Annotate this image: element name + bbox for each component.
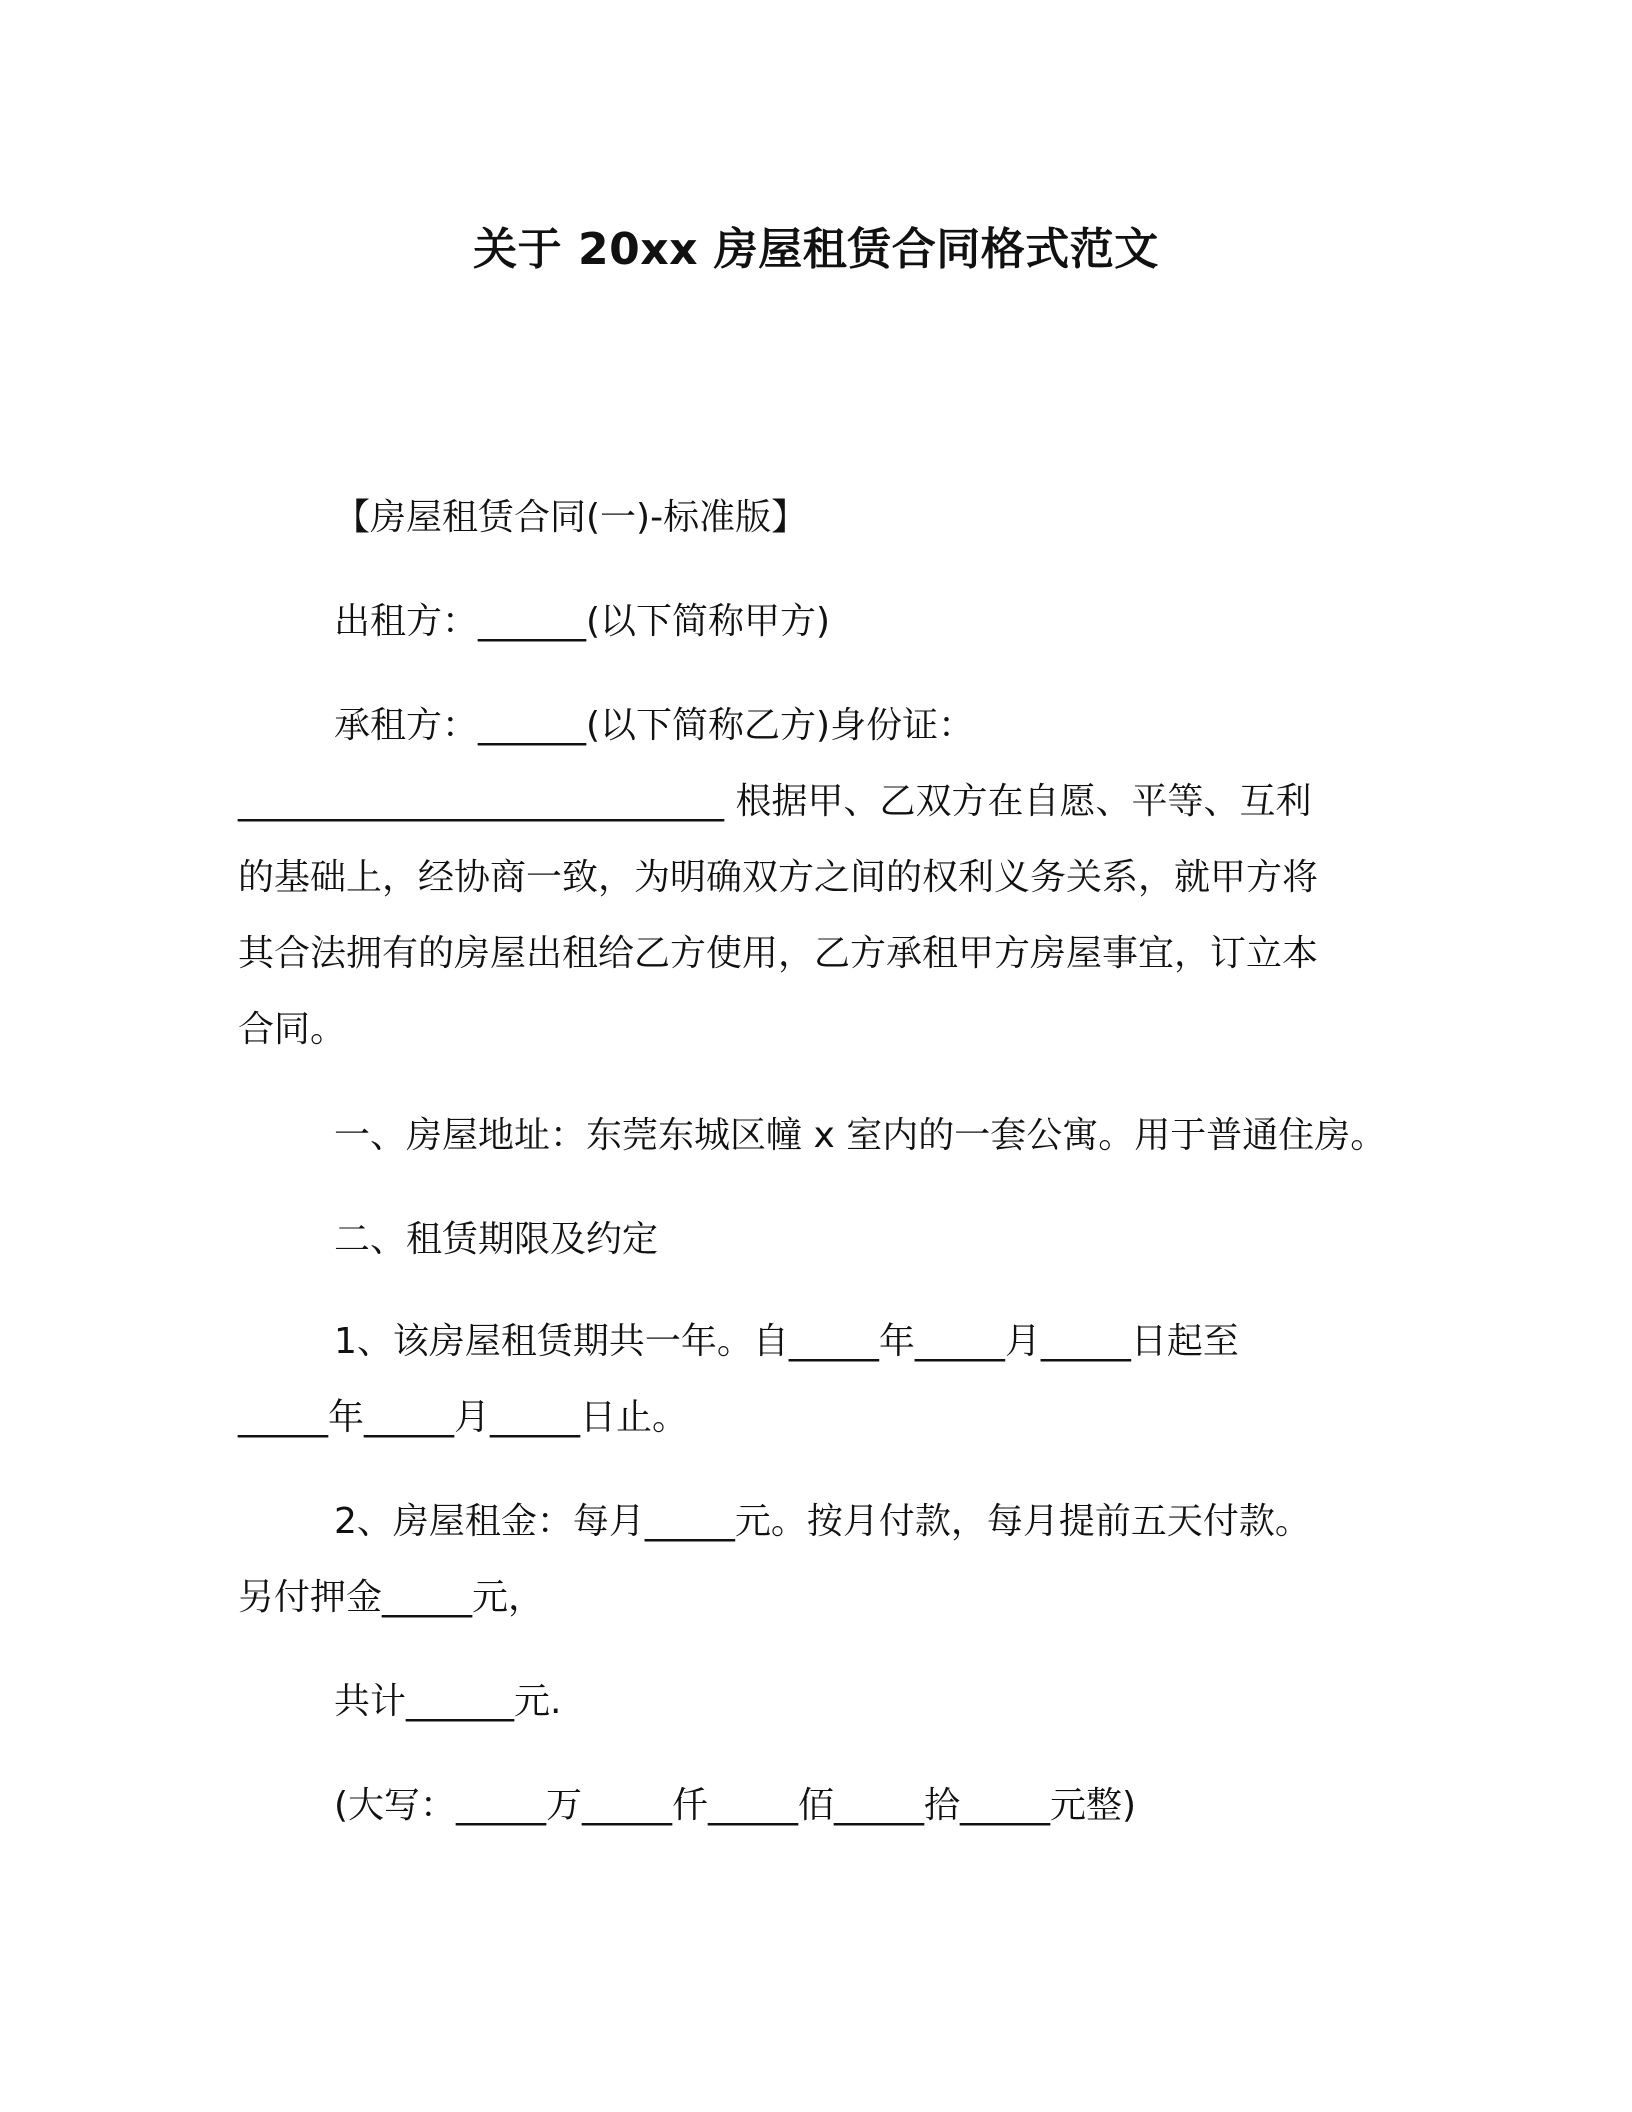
preamble-line: 其合法拥有的房屋出租给乙方使用，乙方承租甲方房屋事宜，订立本 (238, 933, 1319, 974)
document-title: 关于 20xx 房屋租赁合同格式范文 (473, 224, 1159, 275)
capital-amount-line: (大写：_____万_____仟_____佰_____拾_____元整) (334, 1785, 1137, 1826)
clause-2-1-paragraph (238, 1304, 1408, 1456)
clause-1-block (238, 1098, 1408, 1174)
preamble-line: ___________________________ 根据甲、乙双方在自愿、平等、互利 (238, 781, 1312, 822)
total-line: 共计______元. (334, 1681, 562, 1722)
section-heading-block (238, 480, 1408, 556)
lessor-block (238, 584, 1408, 660)
clause-2-1-line: _____年_____月_____日止。 (238, 1397, 689, 1438)
preamble-line: 合同。 (238, 1009, 347, 1050)
preamble-paragraph (238, 764, 1408, 1068)
clause-2-2-line: 2、房屋租金：每月_____元。按月付款，每月提前五天付款。 (334, 1501, 1311, 1542)
lessee-block (238, 688, 1408, 764)
clause-2-2-line: 另付押金_____元， (238, 1577, 545, 1618)
capital-block (238, 1768, 1408, 1844)
lessor-line: 出租方：______(以下简称甲方) (334, 601, 831, 642)
lessee-line: 承租方：______(以下简称乙方)身份证： (334, 705, 975, 746)
total-block (238, 1664, 1408, 1740)
clause-2-2-paragraph (238, 1484, 1408, 1636)
clause-1: 一、房屋地址：东莞东城区幢 x 室内的一套公寓。用于普通住房。 (334, 1115, 1387, 1156)
clause-2-1-line: 1、该房屋租赁期共一年。自_____年_____月_____日起至 (334, 1321, 1239, 1362)
clause-2-heading: 二、租赁期限及约定 (334, 1219, 659, 1260)
section-heading: 【房屋租赁合同(一)-标准版】 (334, 497, 808, 538)
preamble-line: 的基础上，经协商一致，为明确双方之间的权利义务关系，就甲方将 (238, 857, 1319, 898)
clause-2-block (238, 1202, 1408, 1278)
